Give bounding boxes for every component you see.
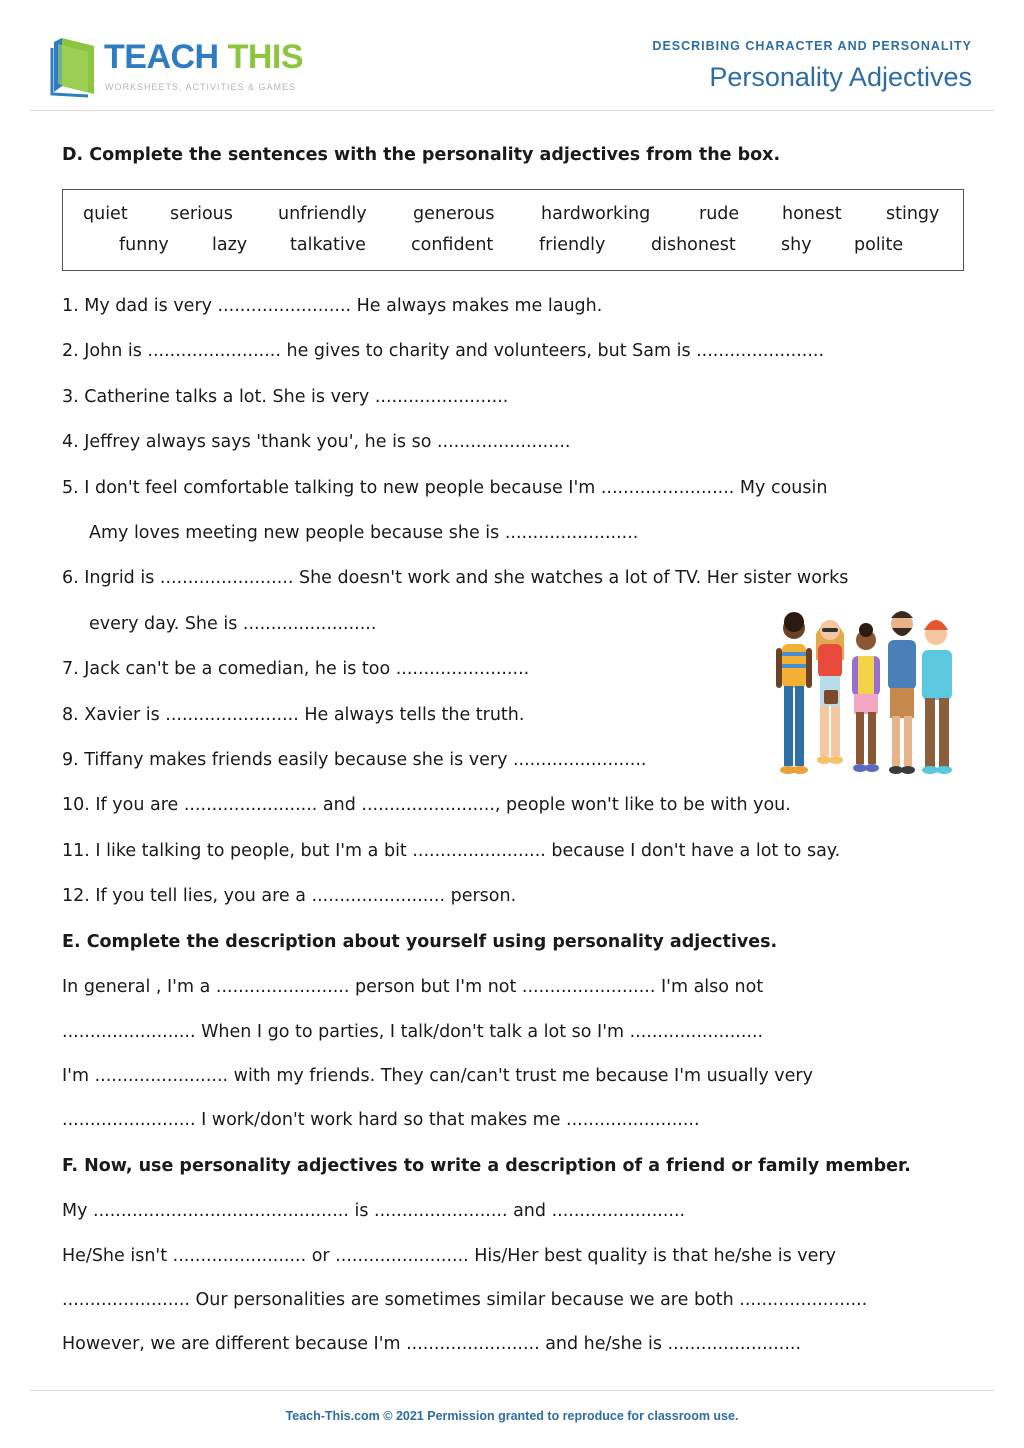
footer-copyright: Teach-This.com © 2021 Permission granted to reproduce for classroom use. <box>285 1409 739 1423</box>
word-box-item: confident <box>411 235 494 255</box>
brand-this: THIS <box>227 38 304 76</box>
exercise-line: 7. Jack can't be a comedian, he is too ........................ <box>62 659 530 679</box>
exercise-line: 1. My dad is very ........................ He always makes me laugh. <box>62 296 603 316</box>
brand-tagline: WORKSHEETS, ACTIVITIES & GAMES <box>105 82 297 92</box>
description-line: He/She isn't ........................ or ........................ His/Her best quality is that he/she is very <box>62 1246 836 1266</box>
description-line: ........................ I work/don't work hard so that makes me ........................ <box>62 1110 700 1130</box>
description-line: In general , I'm a ........................ person but I'm not ........................ I'm also not <box>62 977 764 997</box>
word-box <box>62 189 964 271</box>
footer-divider <box>30 1390 994 1391</box>
brand-teach: TEACH <box>104 38 219 76</box>
description-line: I'm ........................ with my friends. They can/can't trust me because I'm usually very <box>62 1066 813 1086</box>
exercise-line: 4. Jeffrey always says 'thank you', he is so ........................ <box>62 432 571 452</box>
section-d-heading: D. Complete the sentences with the personality adjectives from the box. <box>62 145 781 165</box>
description-line: However, we are different because I'm ........................ and he/she is ........................ <box>62 1334 802 1354</box>
exercise-line: 6. Ingrid is ........................ She doesn't work and she watches a lot of TV. Her sister works <box>62 568 849 588</box>
exercise-line: 2. John is ........................ he gives to charity and volunteers, but Sam is ....................... <box>62 341 825 361</box>
header-divider <box>30 110 994 111</box>
word-box-item: funny <box>119 235 169 255</box>
teach-this-logo <box>48 34 308 98</box>
page-title: Personality Adjectives <box>709 62 972 92</box>
brand-wordmark <box>104 38 303 77</box>
word-box-item: unfriendly <box>278 204 367 224</box>
word-box-item: friendly <box>539 235 606 255</box>
exercise-line: 12. If you tell lies, you are a ........................ person. <box>62 886 517 906</box>
word-box-item: quiet <box>83 204 128 224</box>
description-line: ....................... Our personalities are sometimes similar because we are both ....................... <box>62 1290 868 1310</box>
word-box-item: polite <box>854 235 904 255</box>
topic-kicker: DESCRIBING CHARACTER AND PERSONALITY <box>652 39 972 53</box>
exercise-line-continued: every day. She is ........................ <box>89 614 377 634</box>
exercise-line: 11. I like talking to people, but I'm a bit ........................ because I don't have a lot to say. <box>62 841 841 861</box>
exercise-line: 3. Catherine talks a lot. She is very ........................ <box>62 387 509 407</box>
word-box-item: generous <box>413 204 495 224</box>
exercise-line: 8. Xavier is ........................ He always tells the truth. <box>62 705 525 725</box>
word-box-item: hardworking <box>541 204 651 224</box>
word-box-item: rude <box>699 204 740 224</box>
word-box-item: dishonest <box>651 235 736 255</box>
group-of-people-illustration <box>768 604 964 780</box>
section-e-heading: E. Complete the description about yourself using personality adjectives. <box>62 932 778 952</box>
word-box-item: stingy <box>886 204 940 224</box>
word-box-item: honest <box>782 204 842 224</box>
word-box-item: lazy <box>212 235 248 255</box>
description-line: My .............................................. is ........................ and ........................ <box>62 1201 686 1221</box>
section-f-heading: F. Now, use personality adjectives to write a description of a friend or family member. <box>62 1156 911 1176</box>
book-logo-icon <box>48 34 102 98</box>
exercise-line-continued: Amy loves meeting new people because she is ........................ <box>89 523 639 543</box>
description-line: ........................ When I go to parties, I talk/don't talk a lot so I'm ........................ <box>62 1022 764 1042</box>
exercise-line: 5. I don't feel comfortable talking to new people because I'm ........................ My cousin <box>62 478 828 498</box>
word-box-item: talkative <box>290 235 366 255</box>
word-box-item: serious <box>170 204 233 224</box>
word-box-item: shy <box>781 235 812 255</box>
exercise-line: 10. If you are ........................ and ........................, people won't like to be with you. <box>62 795 791 815</box>
page-header <box>0 0 1024 112</box>
exercise-line: 9. Tiffany makes friends easily because she is very ........................ <box>62 750 647 770</box>
